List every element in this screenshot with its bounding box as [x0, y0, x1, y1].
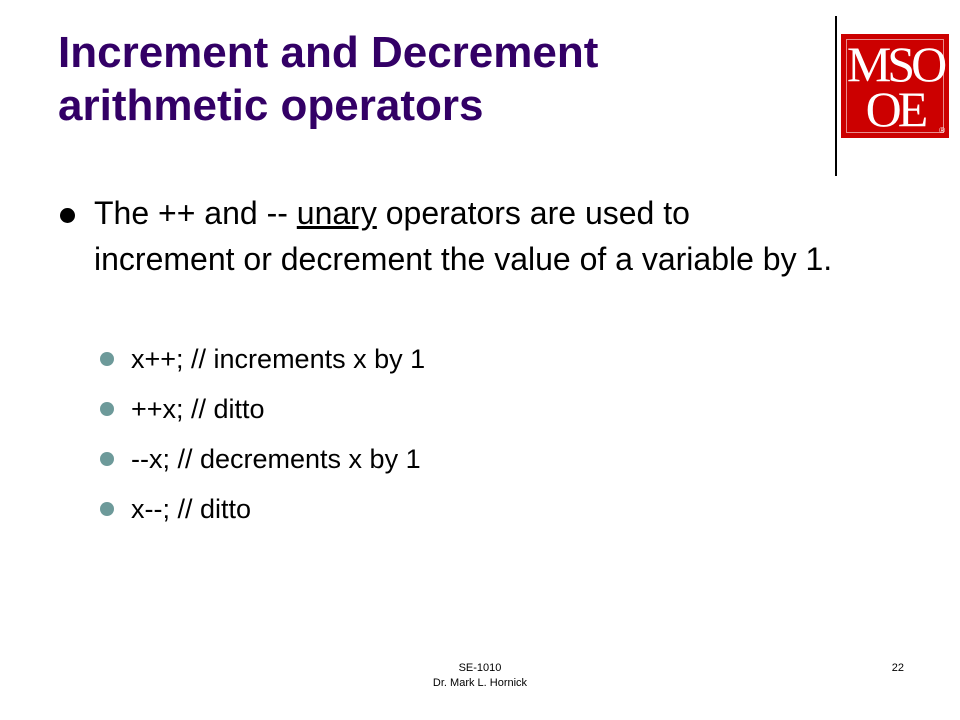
main-bullet-text	[94, 190, 838, 282]
slide-footer	[380, 661, 580, 691]
sub-bullet-list	[96, 336, 796, 536]
sub-bullet-dot-icon	[100, 502, 114, 516]
bullet-text-start: The ++ and --	[94, 195, 297, 231]
logo-row-top: MSO	[846, 36, 944, 92]
sub-bullet-item	[96, 436, 796, 486]
sub-bullet-text: x++; // increments x by 1	[131, 344, 426, 374]
logo-row-bottom: OE	[865, 81, 925, 137]
slide-title	[58, 26, 798, 132]
sub-bullet-item	[96, 486, 796, 536]
sub-bullet-dot-icon	[100, 402, 114, 416]
main-bullet	[58, 190, 838, 282]
sub-bullet-text: x--; // ditto	[131, 494, 252, 524]
sub-bullet-dot-icon	[100, 352, 114, 366]
footer-course: SE-1010	[458, 662, 502, 674]
sub-bullet-item	[96, 386, 796, 436]
title-line-1: Increment and Decrement	[58, 28, 599, 77]
bullet-text-end: operators are used to increment or decrement the value of a variable by 1.	[94, 195, 833, 277]
sub-bullet-text: ++x; // ditto	[131, 394, 265, 424]
bullet-dot-icon	[60, 208, 75, 223]
sub-bullet-dot-icon	[100, 452, 114, 466]
title-line-2: arithmetic operators	[58, 81, 484, 130]
vertical-divider	[835, 16, 837, 176]
underlined-term: unary	[296, 195, 377, 231]
sub-bullet-item	[96, 336, 796, 386]
footer-author: Dr. Mark L. Hornick	[432, 677, 528, 689]
registered-mark: ®	[939, 126, 945, 135]
page-number: 22	[891, 662, 904, 674]
msoe-logo	[841, 34, 949, 138]
sub-bullet-text: --x; // decrements x by 1	[131, 444, 421, 474]
